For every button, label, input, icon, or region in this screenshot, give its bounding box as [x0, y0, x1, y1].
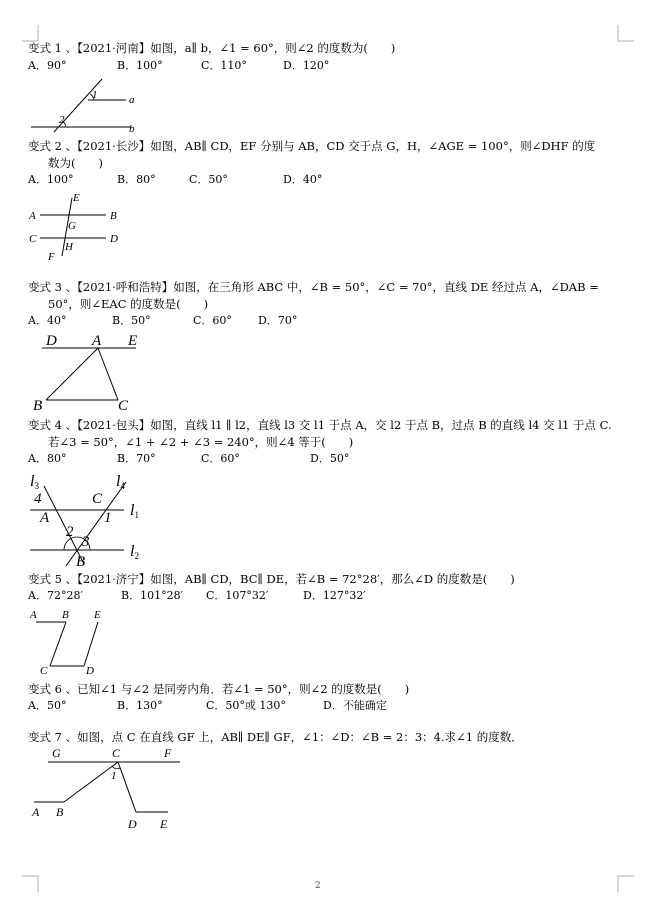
label-D: D: [46, 333, 57, 349]
label-E: E: [160, 817, 168, 831]
problem-1-option-b: B．100°: [117, 59, 163, 72]
problem-4-option-d: D．50°: [310, 452, 350, 465]
figure-7: [26, 744, 196, 836]
problem-2-option-a: A．100°: [28, 173, 74, 186]
problem-6-option-b: B．130°: [117, 699, 163, 712]
problem-5-text: 变式 5 、【2021·济宁】如图，AB∥ CD，BC∥ DE，若∠B = 72°28′，那么∠D 的度数是( ): [28, 572, 515, 586]
label-E: E: [94, 609, 101, 621]
side-ab: [46, 348, 98, 400]
crop-mark-bottom-left: [22, 876, 38, 892]
label-C: C: [118, 398, 129, 414]
problem-1-option-c: C．110°: [201, 59, 247, 72]
segment-de: [84, 622, 98, 666]
label-F: F: [164, 746, 172, 760]
side-ac: [98, 348, 118, 400]
label-B: B: [76, 554, 86, 570]
problem-3-option-a: A．40°: [28, 314, 67, 327]
label-A: A: [30, 609, 37, 621]
label-B: B: [56, 805, 64, 819]
problem-5-option-b: B．101°28′: [121, 589, 184, 602]
problem-3-option-b: B．50°: [112, 314, 151, 327]
figure-1: [26, 74, 146, 138]
label-C: C: [40, 665, 48, 677]
label-1: 1: [92, 89, 98, 101]
page-number: 2: [315, 881, 321, 891]
label-A: A: [29, 210, 36, 222]
figure-5: [26, 604, 126, 678]
problem-1-option-d: D．120°: [283, 59, 330, 72]
problem-2-text-cont: 数为( ): [48, 156, 103, 170]
problem-4-option-b: B．70°: [117, 452, 156, 465]
problem-4-option-a: A．80°: [28, 452, 67, 465]
label-B: B: [110, 210, 117, 222]
problem-3-option-c: C．60°: [193, 314, 232, 327]
label-A: A: [40, 510, 50, 526]
problem-6-option-d: D．不能确定: [323, 699, 387, 712]
problem-2-option-b: B．80°: [117, 173, 156, 186]
figure-4: [26, 472, 176, 570]
problem-5-option-d: D．127°32′: [303, 589, 366, 602]
segment-cd: [118, 762, 136, 812]
label-G: G: [52, 746, 61, 760]
label-a: a: [129, 94, 135, 106]
problem-4-text: 变式 4 、【2021·包头】如图，直线 l1 ∥ l2，直线 l3 交 l1 于点 A，交 l2 于点 B，过点 B 的直线 l4 交 l1 于点 C.: [28, 418, 612, 432]
problem-4-option-c: C．60°: [201, 452, 240, 465]
crop-mark-top-right: [618, 25, 634, 41]
label-C: C: [112, 746, 121, 760]
problem-6-option-a: A．50°: [28, 699, 67, 712]
label-C: C: [92, 491, 103, 507]
figure-2: [26, 190, 136, 262]
problem-1-option-a: A．90°: [28, 59, 67, 72]
label-A: A: [92, 333, 102, 349]
label-F: F: [48, 251, 55, 263]
label-G: G: [68, 220, 76, 232]
label-D: D: [110, 233, 118, 245]
label-l3: l3: [30, 473, 39, 491]
label-D: D: [128, 817, 137, 831]
label-l1: l1: [130, 502, 139, 520]
label-H: H: [65, 241, 73, 253]
label-B: B: [62, 609, 69, 621]
problem-3-option-d: D．70°: [258, 314, 298, 327]
label-1: 1: [104, 510, 112, 526]
label-B: B: [33, 398, 43, 414]
problem-2-option-c: C．50°: [189, 173, 228, 186]
label-2: 2: [66, 524, 74, 540]
label-D: D: [86, 665, 94, 677]
label-3: 3: [82, 534, 90, 550]
angle-1-arc: [112, 766, 120, 769]
problem-2-text: 变式 2 、【2021·长沙】如图，AB∥ CD，EF 分别与 AB，CD 交于点 G，H，∠AGE = 100°，则∠DHF 的度: [28, 139, 596, 153]
problem-6-option-c: C．50°或 130°: [206, 699, 286, 712]
problem-5-option-a: A．72°28′: [28, 589, 83, 602]
label-C: C: [29, 233, 37, 245]
label-2: 2: [59, 114, 65, 126]
label-l2: l2: [130, 543, 139, 561]
label-b: b: [129, 123, 135, 135]
label-4: 4: [34, 491, 42, 507]
problem-7-text: 变式 7 、如图，点 C 在直线 GF 上，AB∥ DE∥ GF，∠1：∠D：∠B = 2：3：4.求∠1 的度数．: [28, 730, 523, 744]
label-E: E: [128, 333, 138, 349]
problem-2-option-d: D．40°: [283, 173, 323, 186]
crop-mark-top-left: [22, 25, 38, 41]
problem-3-text: 变式 3 、【2021·呼和浩特】如图，在三角形 ABC 中，∠B = 50°，∠C = 70°，直线 DE 经过点 A，∠DAB =: [28, 280, 599, 294]
label-1: 1: [111, 770, 117, 782]
figure-3: [28, 330, 158, 414]
label-E: E: [73, 192, 80, 204]
segment-bc: [64, 762, 118, 802]
label-l4: l4: [116, 473, 125, 491]
crop-mark-bottom-right: [618, 876, 634, 892]
problem-6-text: 变式 6 、已知∠1 与∠2 是同旁内角．若∠1 = 50°，则∠2 的度数是( ): [28, 682, 410, 696]
label-A: A: [32, 805, 40, 819]
problem-1-text: 变式 1 、【2021·河南】如图，a∥ b，∠1 = 60°，则∠2 的度数为( ): [28, 41, 396, 55]
problem-5-option-c: C．107°32′: [206, 589, 269, 602]
problem-4-text-cont: 若∠3 = 50°，∠1 + ∠2 + ∠3 = 240°，则∠4 等于( ): [48, 435, 354, 449]
line-l3: [44, 486, 84, 564]
problem-3-text-cont: 50°，则∠EAC 的度数是( ): [48, 297, 209, 311]
segment-bc: [50, 622, 66, 666]
